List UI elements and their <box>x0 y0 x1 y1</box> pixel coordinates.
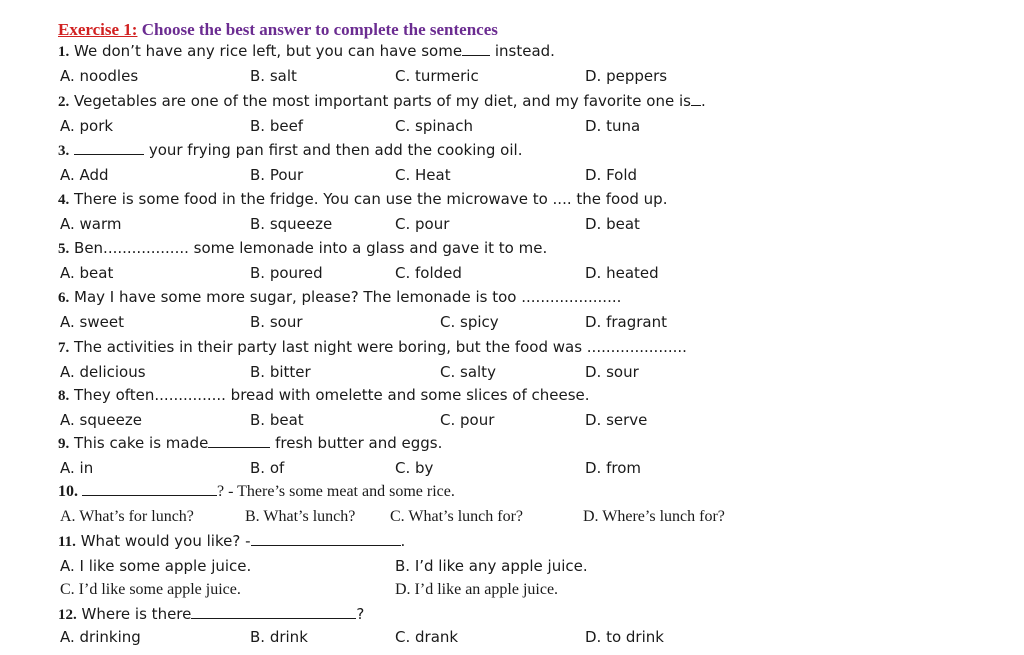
question-9: 9. This cake is made fresh butter and eggs. <box>58 434 443 452</box>
option-d: D. I’d like an apple juice. <box>395 581 559 598</box>
option-c: C. salty <box>440 363 496 381</box>
option-a: A. sweet <box>60 313 124 331</box>
option-d: D. from <box>585 459 641 477</box>
answer-blank <box>191 606 356 619</box>
option-d: D. Where’s lunch for? <box>583 508 725 525</box>
option-b: B. bitter <box>250 363 311 381</box>
question-7: 7. The activities in their party last night were boring, but the food was ..................... <box>58 338 687 356</box>
option-c: C. spicy <box>440 313 499 331</box>
option-a: A. squeeze <box>60 411 142 429</box>
option-c: C. I’d like some apple juice. <box>60 581 241 598</box>
answer-blank <box>82 483 217 496</box>
question-12: 12. Where is there ? <box>58 605 365 623</box>
option-c: C. folded <box>395 264 462 282</box>
exercise-label: Exercise 1: <box>58 20 138 39</box>
option-a: A. drinking <box>60 628 141 646</box>
option-b: B. squeeze <box>250 215 333 233</box>
exercise-instruction: Choose the best answer to complete the sentences <box>141 20 498 39</box>
option-b: B. What’s lunch? <box>245 508 356 525</box>
option-a: A. Add <box>60 166 109 184</box>
answer-blank <box>208 435 270 448</box>
question-10: 10. ? - There’s some meat and some rice. <box>58 483 455 500</box>
option-c: C. Heat <box>395 166 451 184</box>
option-d: D. Fold <box>585 166 638 184</box>
option-a: A. pork <box>60 117 114 135</box>
option-a: A. I like some apple juice. <box>60 557 252 575</box>
option-b: B. Pour <box>250 166 304 184</box>
question-2: 2. Vegetables are one of the most important parts of my diet, and my favorite one is . <box>58 92 706 110</box>
option-d: D. peppers <box>585 67 668 85</box>
question-6: 6. May I have some more sugar, please? The lemonade is too ..................... <box>58 288 622 306</box>
question-4: 4. There is some food in the fridge. You can use the microwave to .... the food up. <box>58 190 668 208</box>
option-a: A. in <box>60 459 94 477</box>
option-a: A. What’s for lunch? <box>60 508 194 525</box>
answer-blank <box>462 43 490 56</box>
option-c: C. drank <box>395 628 459 646</box>
question-8: 8. They often............... bread with omelette and some slices of cheese. <box>58 386 590 404</box>
option-b: B. I’d like any apple juice. <box>395 557 588 575</box>
option-c: C. What’s lunch for? <box>390 508 524 525</box>
option-c: C. pour <box>440 411 495 429</box>
option-d: D. beat <box>585 215 640 233</box>
option-d: D. sour <box>585 363 639 381</box>
question-3: 3. your frying pan first and then add the cooking oil. <box>58 141 523 159</box>
option-c: C. pour <box>395 215 450 233</box>
option-d: D. serve <box>585 411 648 429</box>
question-5: 5. Ben.................. some lemonade into a glass and gave it to me. <box>58 239 548 257</box>
question-1: 1. We don’t have any rice left, but you can have some instead. <box>58 42 555 60</box>
option-a: A. noodles <box>60 67 139 85</box>
option-b: B. of <box>250 459 285 477</box>
option-b: B. drink <box>250 628 308 646</box>
answer-blank <box>251 533 401 546</box>
option-b: B. beat <box>250 411 304 429</box>
option-c: C. spinach <box>395 117 473 135</box>
option-b: B. salt <box>250 67 297 85</box>
option-d: D. tuna <box>585 117 641 135</box>
question-11: 11. What would you like? - . <box>58 532 406 550</box>
option-c: C. by <box>395 459 434 477</box>
answer-blank <box>691 93 701 106</box>
option-b: B. sour <box>250 313 303 331</box>
option-d: D. heated <box>585 264 659 282</box>
option-a: A. delicious <box>60 363 146 381</box>
exercise-title <box>58 20 498 40</box>
option-d: D. fragrant <box>585 313 667 331</box>
answer-blank <box>74 142 144 155</box>
option-b: B. beef <box>250 117 304 135</box>
option-a: A. beat <box>60 264 114 282</box>
option-a: A. warm <box>60 215 122 233</box>
option-b: B. poured <box>250 264 323 282</box>
option-c: C. turmeric <box>395 67 479 85</box>
option-d: D. to drink <box>585 628 664 646</box>
